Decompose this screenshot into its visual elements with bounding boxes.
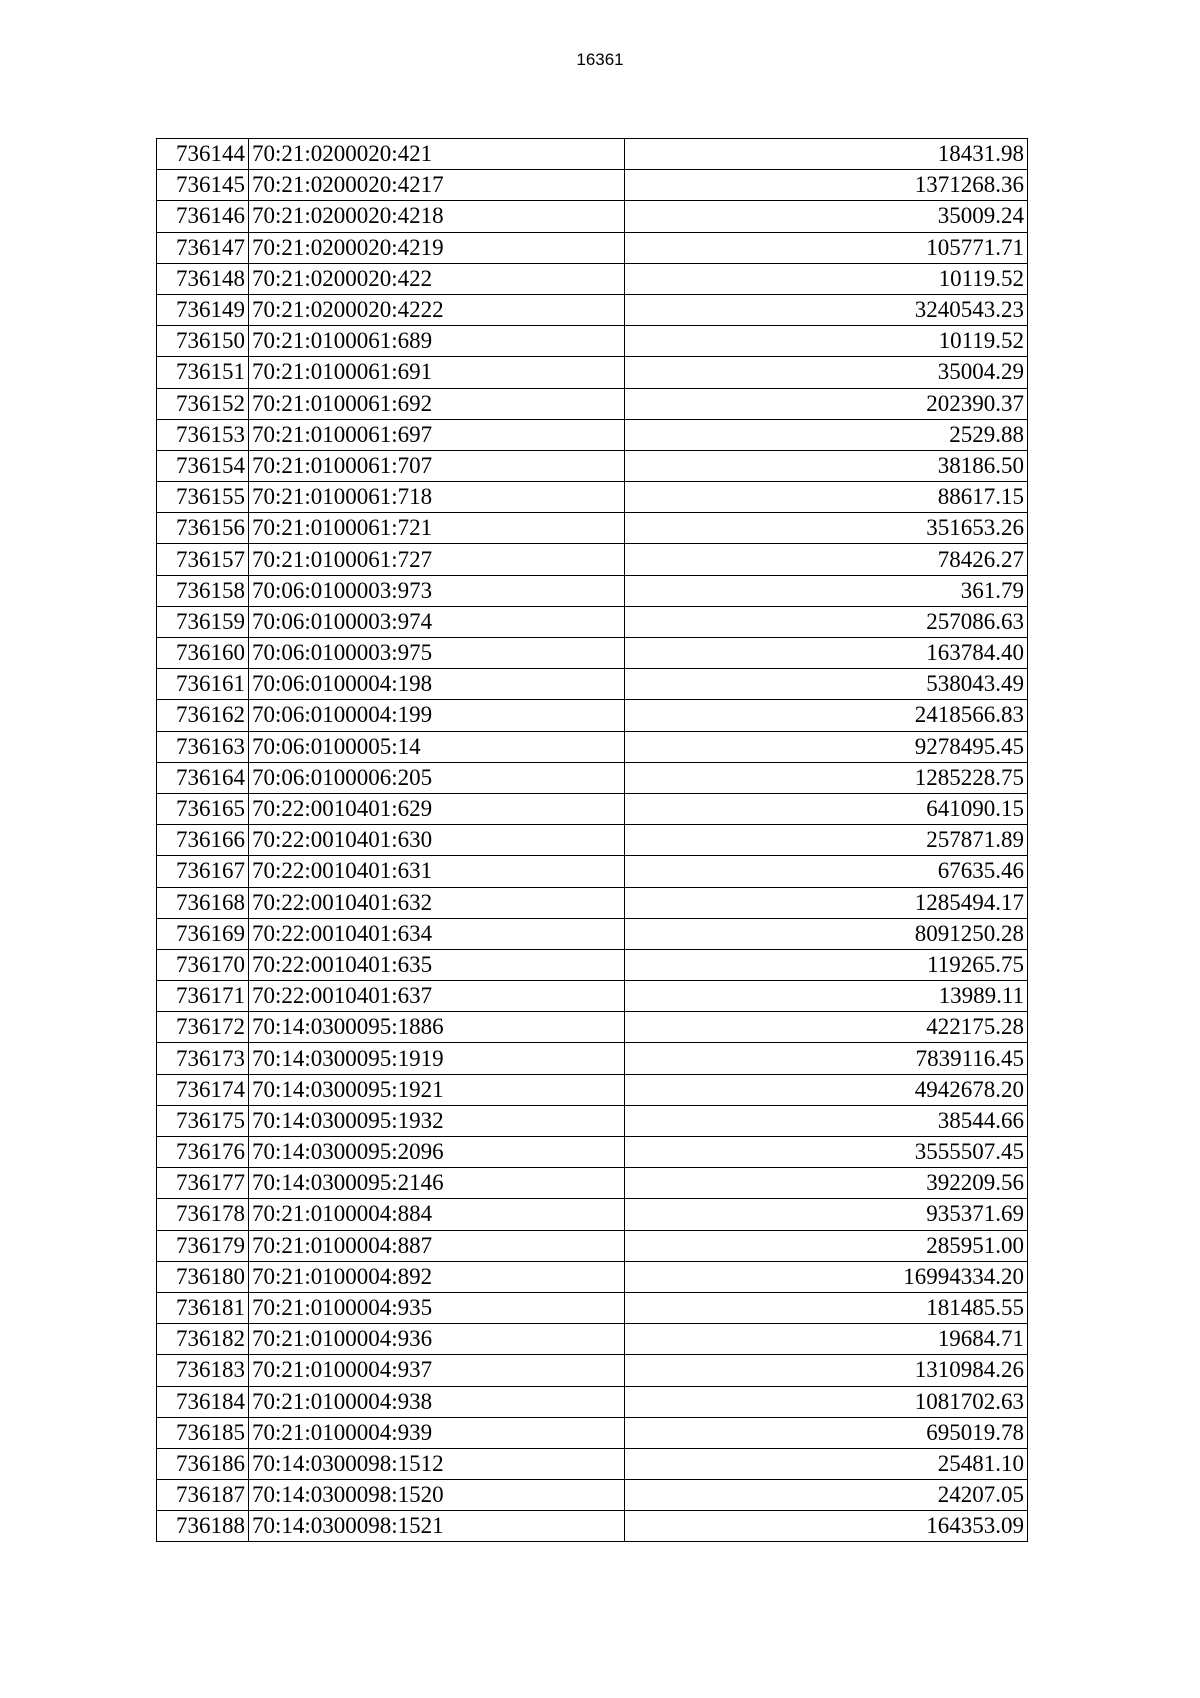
value-cell: 9278495.45: [625, 731, 1028, 762]
value-cell: 78426.27: [625, 544, 1028, 575]
table-row: [157, 170, 1028, 201]
row-number-cell: 736161: [157, 669, 249, 700]
row-number-cell: 736152: [157, 388, 249, 419]
cadastral-number-cell: 70:21:0100061:691: [249, 357, 625, 388]
value-cell: 10119.52: [625, 326, 1028, 357]
cadastral-number-cell: 70:21:0100061:692: [249, 388, 625, 419]
value-cell: 88617.15: [625, 482, 1028, 513]
cadastral-number-cell: 70:22:0010401:632: [249, 887, 625, 918]
cadastral-number-cell: 70:14:0300095:1886: [249, 1012, 625, 1043]
cadastral-number-cell: 70:21:0200020:4222: [249, 294, 625, 325]
cadastral-number-cell: 70:14:0300095:1921: [249, 1074, 625, 1105]
table-row: [157, 1511, 1028, 1542]
table-row: [157, 887, 1028, 918]
table-row: [157, 1386, 1028, 1417]
table-body: [157, 139, 1028, 1542]
row-number-cell: 736148: [157, 263, 249, 294]
row-number-cell: 736158: [157, 575, 249, 606]
row-number-cell: 736172: [157, 1012, 249, 1043]
table-row: [157, 357, 1028, 388]
cadastral-number-cell: 70:14:0300095:1919: [249, 1043, 625, 1074]
value-cell: 2529.88: [625, 419, 1028, 450]
cadastral-number-cell: 70:21:0100061:721: [249, 513, 625, 544]
table-row: [157, 450, 1028, 481]
row-number-cell: 736162: [157, 700, 249, 731]
table-row: [157, 263, 1028, 294]
row-number-cell: 736188: [157, 1511, 249, 1542]
row-number-cell: 736164: [157, 762, 249, 793]
cadastral-number-cell: 70:22:0010401:634: [249, 918, 625, 949]
row-number-cell: 736177: [157, 1168, 249, 1199]
value-cell: 538043.49: [625, 669, 1028, 700]
value-cell: 2418566.83: [625, 700, 1028, 731]
cadastral-number-cell: 70:22:0010401:630: [249, 825, 625, 856]
value-cell: 3555507.45: [625, 1137, 1028, 1168]
table-row: [157, 388, 1028, 419]
table-row: [157, 1012, 1028, 1043]
row-number-cell: 736175: [157, 1105, 249, 1136]
cadastral-number-cell: 70:06:0100004:199: [249, 700, 625, 731]
value-cell: 4942678.20: [625, 1074, 1028, 1105]
row-number-cell: 736150: [157, 326, 249, 357]
table-row: [157, 1074, 1028, 1105]
cadastral-number-cell: 70:21:0200020:4218: [249, 201, 625, 232]
table-row: [157, 1448, 1028, 1479]
row-number-cell: 736171: [157, 981, 249, 1012]
cadastral-number-cell: 70:21:0100061:697: [249, 419, 625, 450]
row-number-cell: 736183: [157, 1355, 249, 1386]
table-row: [157, 482, 1028, 513]
value-cell: 18431.98: [625, 139, 1028, 170]
value-cell: 16994334.20: [625, 1261, 1028, 1292]
table-row: [157, 1417, 1028, 1448]
value-cell: 257871.89: [625, 825, 1028, 856]
table-row: [157, 232, 1028, 263]
table-row: [157, 513, 1028, 544]
row-number-cell: 736155: [157, 482, 249, 513]
cadastral-number-cell: 70:21:0100004:936: [249, 1324, 625, 1355]
cadastral-number-cell: 70:21:0100061:727: [249, 544, 625, 575]
value-cell: 1310984.26: [625, 1355, 1028, 1386]
table-row: [157, 762, 1028, 793]
cadastral-number-cell: 70:21:0100004:938: [249, 1386, 625, 1417]
row-number-cell: 736144: [157, 139, 249, 170]
table-row: [157, 918, 1028, 949]
row-number-cell: 736178: [157, 1199, 249, 1230]
table-row: [157, 1292, 1028, 1323]
row-number-cell: 736174: [157, 1074, 249, 1105]
value-cell: 164353.09: [625, 1511, 1028, 1542]
data-table: [156, 138, 1028, 1542]
row-number-cell: 736179: [157, 1230, 249, 1261]
value-cell: 8091250.28: [625, 918, 1028, 949]
value-cell: 285951.00: [625, 1230, 1028, 1261]
row-number-cell: 736173: [157, 1043, 249, 1074]
row-number-cell: 736184: [157, 1386, 249, 1417]
table-row: [157, 1137, 1028, 1168]
cadastral-number-cell: 70:22:0010401:635: [249, 949, 625, 980]
table-row: [157, 1105, 1028, 1136]
cadastral-number-cell: 70:21:0100061:718: [249, 482, 625, 513]
table-row: [157, 419, 1028, 450]
value-cell: 351653.26: [625, 513, 1028, 544]
table-row: [157, 949, 1028, 980]
row-number-cell: 736169: [157, 918, 249, 949]
value-cell: 695019.78: [625, 1417, 1028, 1448]
row-number-cell: 736186: [157, 1448, 249, 1479]
value-cell: 1285494.17: [625, 887, 1028, 918]
value-cell: 257086.63: [625, 606, 1028, 637]
value-cell: 641090.15: [625, 793, 1028, 824]
row-number-cell: 736157: [157, 544, 249, 575]
cadastral-number-cell: 70:21:0200020:421: [249, 139, 625, 170]
row-number-cell: 736165: [157, 793, 249, 824]
cadastral-number-cell: 70:14:0300095:2146: [249, 1168, 625, 1199]
row-number-cell: 736159: [157, 606, 249, 637]
value-cell: 422175.28: [625, 1012, 1028, 1043]
cadastral-number-cell: 70:14:0300098:1512: [249, 1448, 625, 1479]
row-number-cell: 736146: [157, 201, 249, 232]
value-cell: 1285228.75: [625, 762, 1028, 793]
value-cell: 25481.10: [625, 1448, 1028, 1479]
cadastral-number-cell: 70:21:0100004:935: [249, 1292, 625, 1323]
row-number-cell: 736176: [157, 1137, 249, 1168]
cadastral-number-cell: 70:06:0100006:205: [249, 762, 625, 793]
value-cell: 3240543.23: [625, 294, 1028, 325]
cadastral-number-cell: 70:14:0300098:1521: [249, 1511, 625, 1542]
cadastral-number-cell: 70:21:0200020:4217: [249, 170, 625, 201]
table-row: [157, 731, 1028, 762]
table-row: [157, 1324, 1028, 1355]
table-row: [157, 294, 1028, 325]
value-cell: 38186.50: [625, 450, 1028, 481]
table-row: [157, 793, 1028, 824]
cadastral-number-cell: 70:21:0100004:884: [249, 1199, 625, 1230]
table-row: [157, 825, 1028, 856]
value-cell: 35009.24: [625, 201, 1028, 232]
value-cell: 7839116.45: [625, 1043, 1028, 1074]
value-cell: 13989.11: [625, 981, 1028, 1012]
value-cell: 392209.56: [625, 1168, 1028, 1199]
cadastral-number-cell: 70:14:0300095:1932: [249, 1105, 625, 1136]
value-cell: 361.79: [625, 575, 1028, 606]
value-cell: 181485.55: [625, 1292, 1028, 1323]
table-row: [157, 139, 1028, 170]
table-row: [157, 1230, 1028, 1261]
value-cell: 1081702.63: [625, 1386, 1028, 1417]
table-row: [157, 201, 1028, 232]
row-number-cell: 736160: [157, 638, 249, 669]
row-number-cell: 736149: [157, 294, 249, 325]
cadastral-number-cell: 70:06:0100003:974: [249, 606, 625, 637]
value-cell: 19684.71: [625, 1324, 1028, 1355]
table-row: [157, 1168, 1028, 1199]
cadastral-number-cell: 70:21:0200020:4219: [249, 232, 625, 263]
cadastral-number-cell: 70:06:0100003:973: [249, 575, 625, 606]
table-row: [157, 669, 1028, 700]
table-row: [157, 856, 1028, 887]
row-number-cell: 736151: [157, 357, 249, 388]
row-number-cell: 736170: [157, 949, 249, 980]
table-row: [157, 700, 1028, 731]
table-row: [157, 1355, 1028, 1386]
cadastral-number-cell: 70:22:0010401:637: [249, 981, 625, 1012]
row-number-cell: 736163: [157, 731, 249, 762]
row-number-cell: 736182: [157, 1324, 249, 1355]
table-row: [157, 1480, 1028, 1511]
table-row: [157, 981, 1028, 1012]
value-cell: 1371268.36: [625, 170, 1028, 201]
cadastral-number-cell: 70:21:0100004:937: [249, 1355, 625, 1386]
value-cell: 67635.46: [625, 856, 1028, 887]
table-row: [157, 1199, 1028, 1230]
table-row: [157, 638, 1028, 669]
row-number-cell: 736180: [157, 1261, 249, 1292]
table-row: [157, 575, 1028, 606]
row-number-cell: 736185: [157, 1417, 249, 1448]
cadastral-number-cell: 70:06:0100003:975: [249, 638, 625, 669]
value-cell: 10119.52: [625, 263, 1028, 294]
cadastral-number-cell: 70:06:0100005:14: [249, 731, 625, 762]
cadastral-number-cell: 70:21:0100061:707: [249, 450, 625, 481]
value-cell: 163784.40: [625, 638, 1028, 669]
table-row: [157, 1043, 1028, 1074]
row-number-cell: 736167: [157, 856, 249, 887]
row-number-cell: 736168: [157, 887, 249, 918]
row-number-cell: 736187: [157, 1480, 249, 1511]
table-row: [157, 1261, 1028, 1292]
cadastral-number-cell: 70:21:0100004:887: [249, 1230, 625, 1261]
value-cell: 935371.69: [625, 1199, 1028, 1230]
cadastral-number-cell: 70:22:0010401:629: [249, 793, 625, 824]
cadastral-number-cell: 70:06:0100004:198: [249, 669, 625, 700]
cadastral-number-cell: 70:21:0100004:939: [249, 1417, 625, 1448]
table-row: [157, 544, 1028, 575]
page-number: 16361: [576, 50, 624, 69]
row-number-cell: 736181: [157, 1292, 249, 1323]
cadastral-number-cell: 70:21:0100061:689: [249, 326, 625, 357]
row-number-cell: 736156: [157, 513, 249, 544]
table-row: [157, 606, 1028, 637]
row-number-cell: 736145: [157, 170, 249, 201]
cadastral-number-cell: 70:21:0200020:422: [249, 263, 625, 294]
cadastral-number-cell: 70:14:0300095:2096: [249, 1137, 625, 1168]
row-number-cell: 736153: [157, 419, 249, 450]
value-cell: 202390.37: [625, 388, 1028, 419]
row-number-cell: 736147: [157, 232, 249, 263]
cadastral-number-cell: 70:21:0100004:892: [249, 1261, 625, 1292]
row-number-cell: 736166: [157, 825, 249, 856]
value-cell: 119265.75: [625, 949, 1028, 980]
table-row: [157, 326, 1028, 357]
cadastral-number-cell: 70:22:0010401:631: [249, 856, 625, 887]
value-cell: 105771.71: [625, 232, 1028, 263]
cadastral-number-cell: 70:14:0300098:1520: [249, 1480, 625, 1511]
row-number-cell: 736154: [157, 450, 249, 481]
value-cell: 24207.05: [625, 1480, 1028, 1511]
value-cell: 35004.29: [625, 357, 1028, 388]
value-cell: 38544.66: [625, 1105, 1028, 1136]
